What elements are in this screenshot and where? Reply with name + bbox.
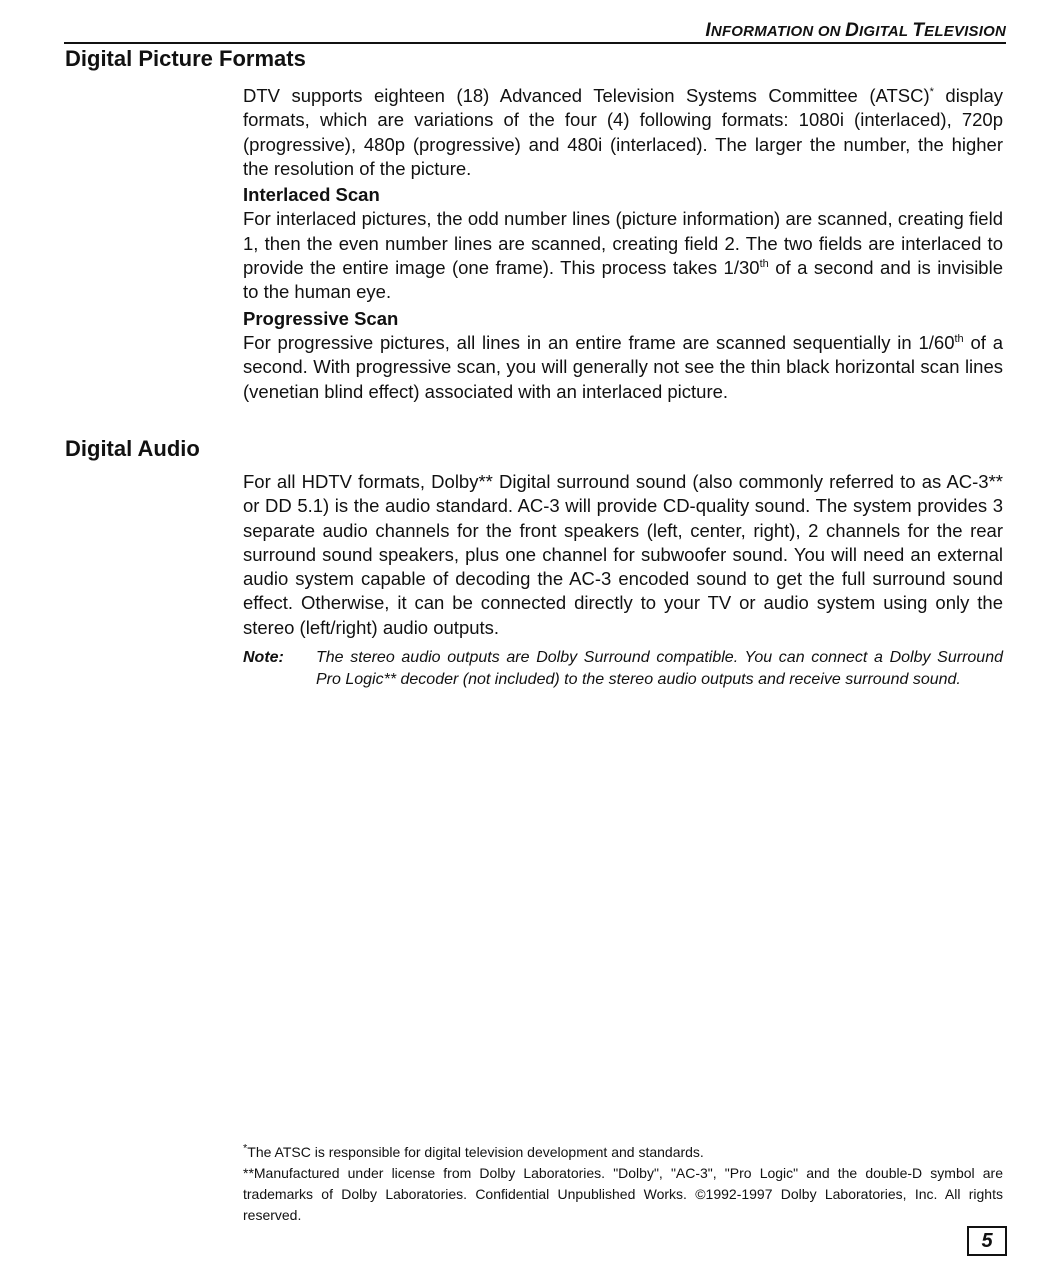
- section-body-digital-audio: [243, 470, 1003, 640]
- text-run: of a second and is invisible to the human eye.: [243, 257, 1003, 303]
- text-run: For interlaced pictures, the odd number lines (picture information) are scanned, creating field 1, then the even number lines are scanned, creating field 2. The two fields are interlaced to provide the entire image (one frame). This process takes 1/30: [243, 208, 1003, 279]
- footnote-mark: *: [929, 85, 934, 98]
- note-text: The stereo audio outputs are Dolby Surround compatible. You can connect a Dolby Surround Pro Logic** decoder (not included) to the stereo audio outputs and receive surround sound.: [316, 649, 1003, 688]
- paragraph-dtv-formats: [243, 84, 1003, 181]
- footnotes: [243, 1142, 1003, 1226]
- superscript: th: [759, 257, 769, 270]
- text-run: For progressive pictures, all lines in an entire frame are scanned sequentially in 1/60: [243, 331, 955, 353]
- header-word: IGITAL: [859, 23, 913, 40]
- footnote-mark: *: [243, 1142, 248, 1155]
- note-label: Note:: [243, 649, 284, 666]
- subheading-interlaced-scan: Interlaced Scan: [243, 184, 380, 206]
- section-heading-digital-audio: Digital Audio: [65, 436, 200, 461]
- text-run: display formats, which are variations of the four (4) following formats: 1080i (interlaced), 720p (progressive), 480p (progressive) and 480i (interlaced). The larger the number, the higher the resolution of the picture.: [243, 85, 1003, 179]
- header-word: NFORMATION ON: [710, 23, 846, 40]
- page-header-title: [705, 20, 1006, 42]
- footnote-atsc: [243, 1142, 1003, 1163]
- header-letter: D: [845, 20, 860, 41]
- paragraph-interlaced: [243, 207, 1003, 304]
- header-rule: [64, 42, 1006, 44]
- header-letter: I: [705, 20, 711, 41]
- superscript: th: [954, 332, 964, 345]
- paragraph-progressive: [243, 331, 1003, 404]
- header-word: ELEVISION: [924, 23, 1006, 40]
- footnote-dolby: **Manufactured under license from Dolby Laboratories. "Dolby", "AC-3", "Pro Logic" and the double-D symbol are trademarks of Dolby Laboratories. Confidential Unpublished Works. ©1992-1997 Dolby Laboratories, Inc. All rights reserved.: [243, 1165, 1003, 1223]
- text-run: The ATSC is responsible for digital television development and standards.: [247, 1144, 704, 1160]
- header-letter: T: [912, 20, 925, 41]
- subheading-progressive-scan: Progressive Scan: [243, 307, 399, 329]
- text-run: DTV supports eighteen (18) Advanced Television Systems Committee (ATSC): [243, 85, 930, 106]
- text-run: of a second. With progressive scan, you will generally not see the thin black horizontal scan lines (venetian blind effect) associated with an interlaced picture.: [243, 331, 1003, 402]
- paragraph-digital-audio: For all HDTV formats, Dolby** Digital surround sound (also commonly referred to as AC-3** or DD 5.1) is the audio standard. AC-3 will provide CD-quality sound. The system provides 3 separate audio channels for the front speakers (left, center, right), 2 channels for the rear surround sound speakers, plus one channel for subwoofer sound. You will need an external audio system capable of decoding the AC-3 encoded sound to get the full surround sound effect. Otherwise, it can be connected directly to your TV or audio system using only the stereo (left/right) audio outputs.: [243, 471, 1003, 638]
- section-heading-picture-formats: Digital Picture Formats: [65, 46, 306, 71]
- section-body-picture-formats: [243, 84, 1003, 404]
- page-number: 5: [967, 1226, 1007, 1256]
- note-block: [243, 647, 1003, 691]
